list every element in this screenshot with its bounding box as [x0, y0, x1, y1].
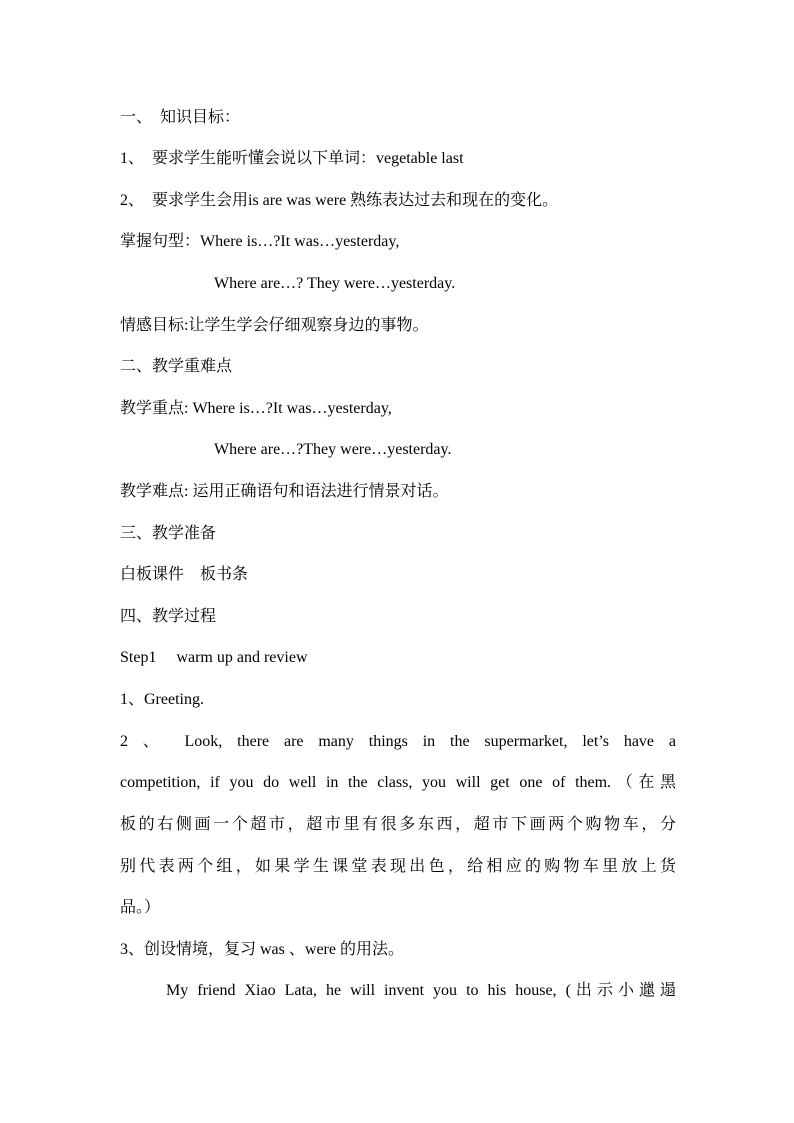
key-point-2: Where are…?They were…yesterday. — [214, 441, 452, 458]
difficult-point: 教学难点: 运用正确语句和语法进行情景对话。 — [120, 483, 449, 500]
sentence-pattern-2: Where are…? They were…yesterday. — [214, 275, 456, 292]
sentence-pattern-1: 掌握句型：Where is…?It was…yesterday, — [120, 233, 400, 250]
paragraph-line: 2 、 Look, there are many things in the supermarket, let’s have a — [120, 733, 676, 750]
section-2-heading: 二、教学重难点 — [120, 358, 233, 375]
step-item-greeting: 1、Greeting. — [120, 691, 204, 708]
section-4-heading: 四、教学过程 — [120, 608, 217, 625]
goal-item-1: 1、 要求学生能听懂会说以下单词：vegetable last — [120, 150, 464, 167]
paragraph-line: My friend Xiao Lata, he will invent you to his house, (出示小邋遢 — [166, 982, 676, 999]
step1-heading: Step1 warm up and review — [120, 649, 308, 666]
paragraph-line: competition, if you do well in the class, you will get one of them.（在黑 — [120, 774, 676, 791]
paragraph-line: 别代表两个组，如果学生课堂表现出色，给相应的购物车里放上货 — [120, 858, 676, 875]
section-1-heading: 一、 知识目标： — [120, 109, 241, 126]
step-item-situation: 3、创设情境，复习 was 、were 的用法。 — [120, 941, 404, 958]
key-point-1: 教学重点: Where is…?It was…yesterday, — [120, 400, 392, 417]
section-3-heading: 三、教学准备 — [120, 525, 217, 542]
preparation-items: 白板课件 板书条 — [120, 566, 249, 583]
paragraph-line: 品。） — [120, 899, 161, 916]
goal-item-2: 2、 要求学生会用is are was were 熟练表达过去和现在的变化。 — [120, 192, 559, 209]
emotion-goal: 情感目标:让学生学会仔细观察身边的事物。 — [120, 317, 429, 334]
paragraph-line: 板的右侧画一个超市，超市里有很多东西，超市下画两个购物车，分 — [120, 816, 676, 833]
